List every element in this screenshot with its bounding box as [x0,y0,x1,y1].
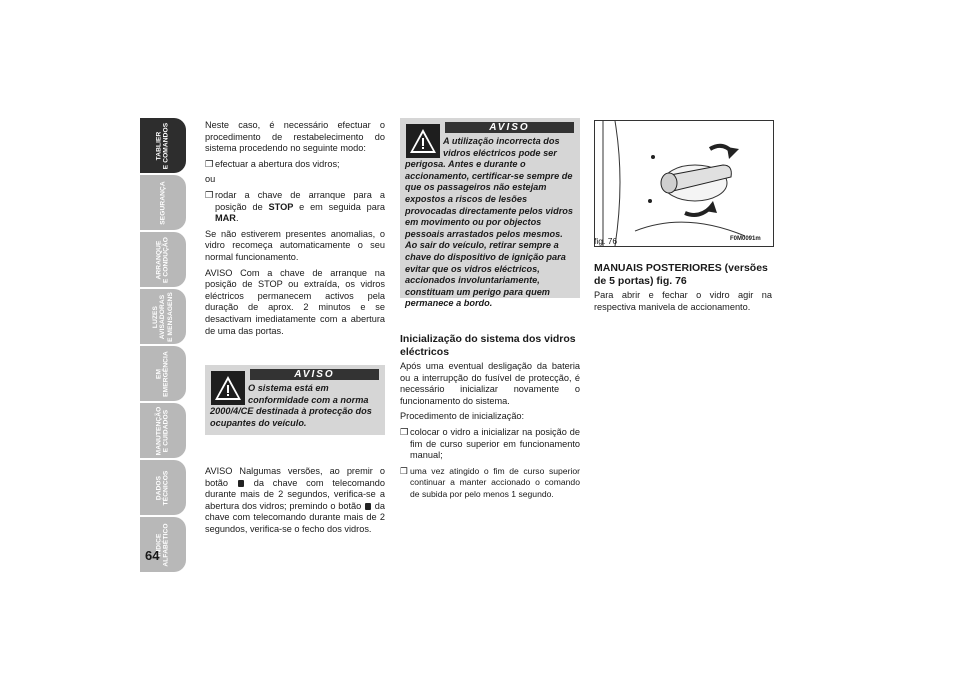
checkbox-icon: ❒ [205,158,214,169]
tab-label: ARRANQUE E CONDUÇÃO [155,236,170,283]
tab-seguranca[interactable] [140,175,186,230]
list-item-text: uma vez atingido o fim de curso superior continuar a manter accionado o comando de subida por pelo menos 1 segundo. [410,465,580,499]
column-2 [400,333,580,505]
checkbox-icon: ❒ [205,189,214,200]
tab-label: TABLIER E COMANDOS [155,122,170,169]
tab-arranque-conducao[interactable] [140,232,186,287]
lock-icon [365,503,371,510]
paragraph: Após uma eventual desligação da bateria ou a interrupção do fusível de protecção, é necessário inicializar novamente o funcionamento do sistema. [400,361,580,406]
tab-luzes-avisadoras[interactable] [140,289,186,344]
tab-indice-alfabetico[interactable] [140,517,186,572]
page-number: 64 [145,548,160,563]
tab-label: ÍNDICE ALFABÉTICO [155,522,170,567]
tab-label: SEGURANÇA [159,180,167,225]
checkbox-icon: ❒ [400,426,409,437]
list-item-text: efectuar a abertura dos vidros; [215,158,340,169]
column-3 [594,262,772,317]
tab-tablier-comandos[interactable] [140,118,186,173]
paragraph: AVISO Com a chave de arranque na posição de STOP ou extraída, os vidros eléctricos permanecem activos pela duração de aprox. 2 minutos e se desactivam imediatamente com a abertura de uma das portas. [205,267,385,336]
paragraph: Se não estiverem presentes anomalias, o vidro recomeça automaticamente o seu normal funcionamento. [205,228,385,262]
lock-icon [238,480,244,487]
tab-label: MANUTENÇÃO E CUIDADOS [155,406,170,455]
list-item [205,159,385,171]
warning-box-1 [205,365,385,435]
column-1 [205,120,385,341]
checkbox-icon: ❒ [400,465,408,476]
figure-caption: fig. 76 [594,236,618,246]
list-item [400,427,580,462]
tab-label: LUZES AVISADORAS E MENSAGENS [151,291,174,342]
column-1-bottom [205,466,385,540]
tab-label: DADOS TÉCNICOS [155,470,170,505]
section-heading: Inicialização do sistema dos vidros eléctricos [400,333,576,358]
warning-box-2 [400,118,580,309]
warning-text: A utilização incorrecta dos vidros eléctricos pode ser perigosa. Antes e durante o accionamento, certificar-se sempre de que os passageiros não estejam expostos a riscos de lesões provocadas directamente pelos vidros em movimento ou por objectos pessoais arrastados pelos mesmos. Ao sair do veículo, retirar sempre a chave do dispositivo de ignição para evitar que os vidros eléctricos, accionados involuntariamente, constituam um perigo para quem permanece a bordo. [405,136,573,309]
paragraph: Para abrir e fechar o vidro agir na respectiva manivela de accionamento. [594,290,772,312]
warning-text: O sistema está em conformidade com a norma 2000/4/CE destinada à protecção dos ocupantes do veículo. [210,383,372,428]
tab-manutencao-cuidados[interactable] [140,403,186,458]
tab-em-emergencia[interactable] [140,346,186,401]
figure-76 [594,120,774,247]
list-item [205,190,385,225]
paragraph: Neste caso, é necessário efectuar o procedimento de restabelecimento do sistema procedendo no seguinte modo: [205,120,385,154]
figure-code: F0M0091m [730,236,761,242]
tab-dados-tecnicos[interactable] [140,460,186,515]
window-crank-illustration [595,121,773,246]
paragraph: ou [205,174,216,185]
paragraph: AVISO Nalgumas versões, ao premir o botão da chave com telecomando durante mais de 2 segundos, verifica-se a abertura dos vidros; premindo o botão da chave com telecomando durante mais de 2 segundos, verifica-se o fecho dos vidros. [205,466,385,534]
paragraph: Procedimento de inicialização: [400,411,525,422]
warning-title: AVISO [250,369,379,380]
list-item-text: colocar o vidro a inicializar na posição de fim de curso superior em funcionamento manual; [410,426,580,461]
section-heading: MANUAIS POSTERIORES (versões de 5 portas) fig. 76 [594,262,768,287]
list-item [400,466,580,501]
tab-label: EM EMERGÊNCIA [155,350,170,397]
chapter-tabs [140,118,186,574]
warning-title: AVISO [445,122,574,133]
list-item-text: rodar a chave de arranque para a posição de STOP e em seguida para MAR. [215,189,386,224]
